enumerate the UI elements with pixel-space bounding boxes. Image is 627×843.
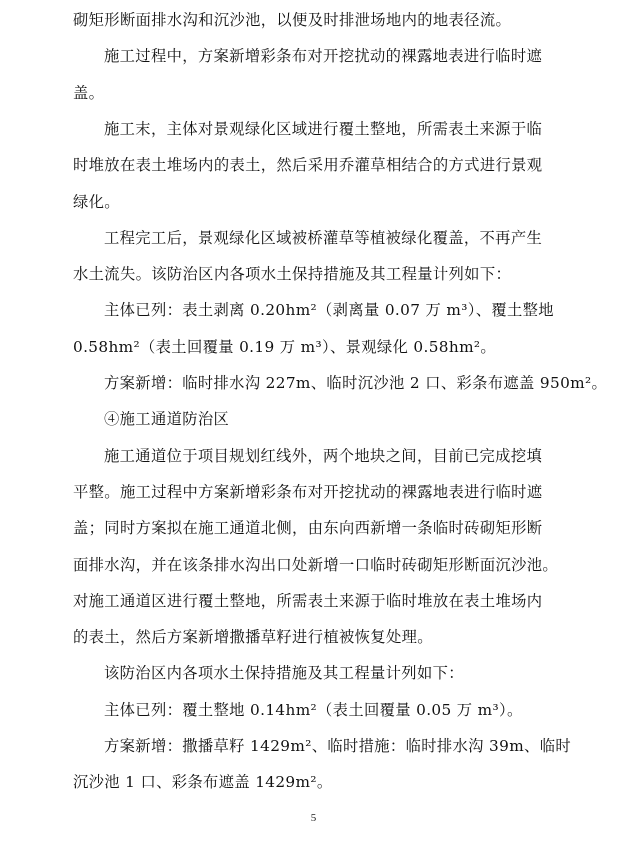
text-line: 砌矩形断面排水沟和沉沙池，以便及时排泄场地内的地表径流。 [73, 11, 512, 29]
text-line: 0.58hm²（表土回覆量 0.19 万 m³）、景观绿化 0.58hm²。 [73, 337, 497, 356]
text-line: 方案新增：临时排水沟 227m、临时沉沙池 2 口、彩条布遮盖 950m²。 [104, 374, 608, 392]
text-line: 盖；同时方案拟在施工通道北侧，由东向西新增一条临时砖砌矩形断 [73, 519, 543, 538]
text-line: 方案新增：撒播草籽 1429m²、临时措施：临时排水沟 39m、临时 [104, 737, 571, 755]
text-line: 施工过程中，方案新增彩条布对开挖扰动的裸露地表进行临时遮 [104, 47, 543, 66]
text-line: 的表土，然后方案新增撒播草籽进行植被恢复处理。 [73, 628, 433, 647]
text-line: 主体已列：覆土整地 0.14hm²（表土回覆量 0.05 万 m³）。 [104, 700, 523, 719]
section-heading: ④施工通道防治区 [104, 410, 230, 429]
text-line: 时堆放在表土堆场内的表土，然后采用乔灌草相结合的方式进行景观 [73, 156, 543, 175]
text-line: 绿化。 [73, 192, 120, 211]
text-line: 该防治区内各项水土保持措施及其工程量计列如下： [104, 664, 464, 683]
text-line: 沉沙池 1 口、彩条布遮盖 1429m²。 [73, 773, 333, 792]
text-line: 盖。 [73, 83, 105, 102]
text-line: 平整。施工过程中方案新增彩条布对开挖扰动的裸露地表进行临时遮 [73, 482, 543, 501]
text-line: 主体已列：表土剥离 0.20hm²（剥离量 0.07 万 m³）、覆土整地 [104, 301, 554, 320]
text-line: 水土流失。该防治区内各项水土保持措施及其工程量计列如下： [73, 265, 512, 284]
text-line: 施工末，主体对景观绿化区域进行覆土整地，所需表土来源于临 [104, 119, 543, 138]
text-line: 工程完工后，景观绿化区域被桥灌草等植被绿化覆盖，不再产生 [104, 228, 543, 247]
text-line: 面排水沟，并在该条排水沟出口处新增一口临时砖砌矩形断面沉沙池。 [73, 555, 559, 574]
text-line: 对施工通道区进行覆土整地，所需表土来源于临时堆放在表土堆场内 [73, 591, 543, 610]
text-line: 施工通道位于项目规划红线外，两个地块之间，目前已完成挖填 [104, 446, 543, 465]
page-number: 5 [310, 812, 317, 824]
